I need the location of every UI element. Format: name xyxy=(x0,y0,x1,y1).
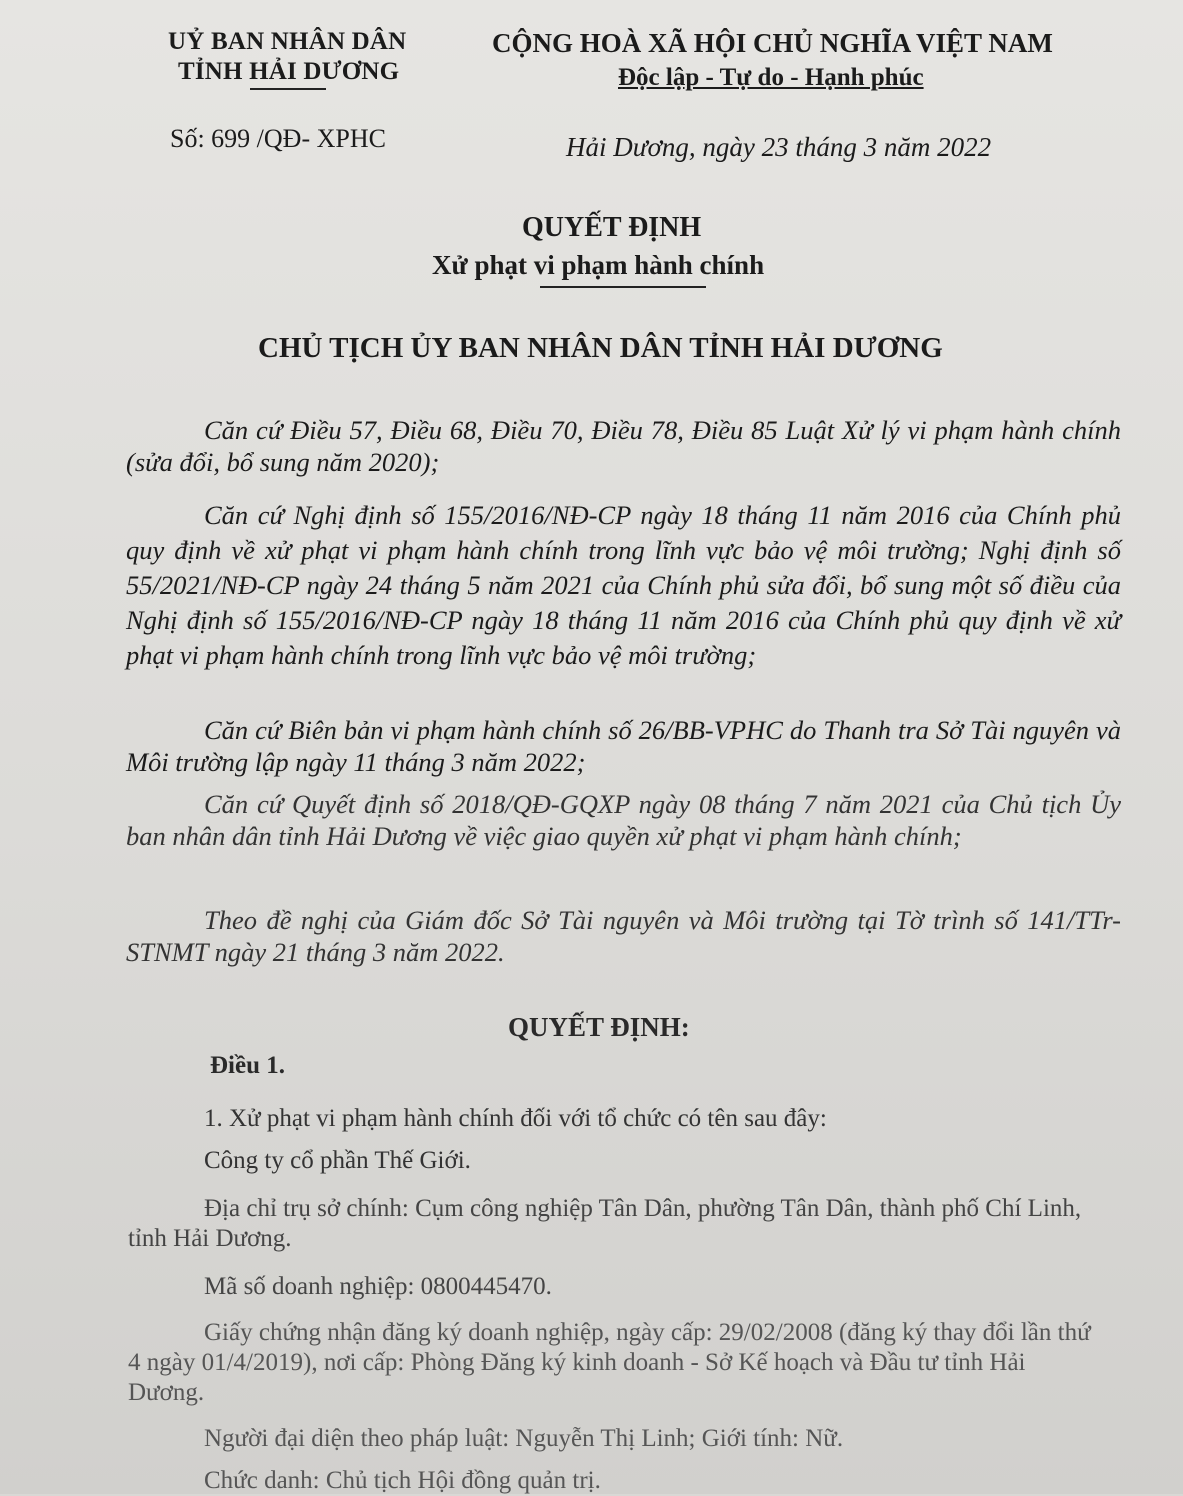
article-line-1: 1. Xử phạt vi phạm hành chính đối với tổ chức có tên sau đây: xyxy=(204,1105,827,1132)
agency-underline xyxy=(250,88,326,90)
enterprise-code: Mã số doanh nghiệp: 0800445470. xyxy=(204,1273,552,1300)
preamble-paragraph-3: Căn cứ Biên bản vi phạm hành chính số 26/BB-VPHC do Thanh tra Sở Tài nguyên và Môi trường lập ngày 11 tháng 3 năm 2022; xyxy=(126,715,1121,777)
document-number: Số: 699 /QĐ- XPHC xyxy=(170,124,386,153)
decision-heading: QUYẾT ĐỊNH: xyxy=(508,1012,690,1042)
representative-title: Chức danh: Chủ tịch Hội đồng quản trị. xyxy=(204,1467,601,1494)
article-1-heading: Điều 1. xyxy=(210,1052,285,1079)
country-name: CỘNG HOÀ XÃ HỘI CHỦ NGHĨA VIỆT NAM xyxy=(492,28,1053,58)
company-name: Công ty cổ phần Thế Giới. xyxy=(204,1147,471,1174)
decision-subtitle: Xử phạt vi phạm hành chính xyxy=(432,250,765,280)
national-motto: Độc lập - Tự do - Hạnh phúc xyxy=(618,64,924,91)
preamble-paragraph-5: Theo đề nghị của Giám đốc Sở Tài nguyên và Môi trường tại Tờ trình số 141/TTr-STNMT ngày 21 tháng 3 năm 2022. xyxy=(126,905,1121,967)
preamble-paragraph-2: Căn cứ Nghị định số 155/2016/NĐ-CP ngày 18 tháng 11 năm 2016 của Chính phủ quy định về xử phạt vi phạm hành chính trong lĩnh vực bảo vệ môi trường; Nghị định số 55/2021/NĐ-CP ngày 24 tháng 5 năm 2021 của Chính phủ sửa đổi, bổ sung một số điều của Nghị định số 155/2016/NĐ-CP ngày 18 tháng 11 năm 2016 của Chính phủ quy định về xử phạt vi phạm hành chính trong lĩnh vực bảo vệ môi trường; xyxy=(126,500,1121,670)
agency-line1: UỶ BAN NHÂN DÂN xyxy=(168,28,407,55)
company-address: Địa chỉ trụ sở chính: Cụm công nghiệp Tân Dân, phường Tân Dân, thành phố Chí Linh, tỉnh Hải Dương. xyxy=(128,1195,1082,1252)
subtitle-underline xyxy=(540,286,706,288)
agency-line2: TỈNH HẢI DƯƠNG xyxy=(178,58,400,85)
preamble-paragraph-4: Căn cứ Quyết định số 2018/QĐ-GQXP ngày 08 tháng 7 năm 2021 của Chủ tịch Ủy ban nhân dân tỉnh Hải Dương về việc giao quyền xử phạt vi phạm hành chính; xyxy=(126,789,1121,851)
preamble-paragraph-1: Căn cứ Điều 57, Điều 68, Điều 70, Điều 78, Điều 85 Luật Xử lý vi phạm hành chính (sửa đổi, bổ sung năm 2020); xyxy=(126,415,1121,477)
place-date: Hải Dương, ngày 23 tháng 3 năm 2022 xyxy=(566,132,992,162)
decision-title: QUYẾT ĐỊNH xyxy=(522,212,702,243)
issuing-authority: CHỦ TỊCH ỦY BAN NHÂN DÂN TỈNH HẢI DƯƠNG xyxy=(258,332,943,364)
legal-representative: Người đại diện theo pháp luật: Nguyễn Thị Linh; Giới tính: Nữ. xyxy=(204,1425,844,1452)
business-registration: Giấy chứng nhận đăng ký doanh nghiệp, ngày cấp: 29/02/2008 (đăng ký thay đổi lần thứ 4 ngày 01/4/2019), nơi cấp: Phòng Đăng ký kinh doanh - Sở Kế hoạch và Đầu tư tỉnh Hải Dương. xyxy=(128,1319,1091,1406)
